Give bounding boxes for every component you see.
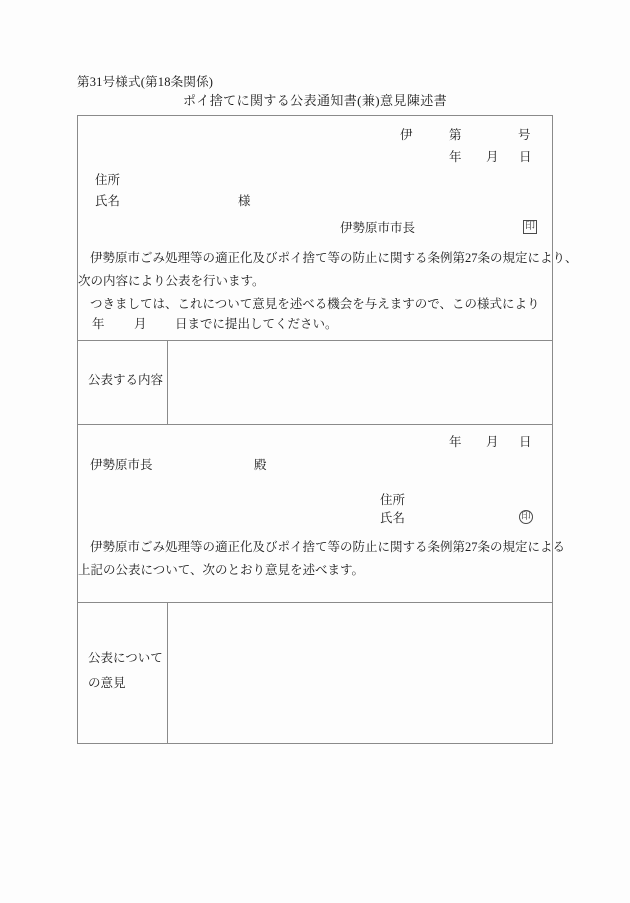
recipient-name-label: 氏名 <box>95 194 121 208</box>
submitter-address-label: 住所 <box>380 493 406 507</box>
opinion-label-line-2: の意見 <box>88 676 126 690</box>
deadline-rest: 日までに提出してください。 <box>175 317 338 331</box>
recipient-address-label: 住所 <box>95 173 121 187</box>
disclosure-content-label: 公表する内容 <box>88 373 164 387</box>
statement-addressee-honorific: 殿 <box>254 458 267 472</box>
seal-stamp-icon: 印 <box>525 221 535 232</box>
notice-date-day: 日 <box>519 150 532 164</box>
recipient-honorific: 様 <box>238 194 251 208</box>
statement-addressee: 伊勢原市長 <box>90 458 153 472</box>
notice-date-month: 月 <box>486 150 499 164</box>
form-number: 第31号様式(第18条関係) <box>77 75 214 89</box>
opinion-label-line-1: 公表について <box>88 651 163 665</box>
column-divider-disclosure <box>167 340 168 424</box>
statement-body-line-2: 上記の公表について、次のとおり意見を述べます。 <box>78 563 365 577</box>
submitter-name-label: 氏名 <box>380 511 406 525</box>
form-table <box>77 115 578 744</box>
page-title: ポイ捨てに関する公表通知書(兼)意見陳述書 <box>182 93 448 108</box>
doc-number-prefix: 伊 <box>400 128 413 142</box>
statement-date-day: 日 <box>519 435 532 449</box>
doc-number-dai: 第 <box>449 128 462 142</box>
deadline-month: 月 <box>134 317 147 331</box>
row-divider-3 <box>78 602 552 603</box>
notice-date-year: 年 <box>449 150 462 164</box>
issuer-name: 伊勢原市市長 <box>340 221 416 235</box>
row-divider-1 <box>78 340 552 341</box>
statement-body-line-1: 伊勢原市ごみ処理等の適正化及びポイ捨て等の防止に関する条例第27条の規定による <box>90 540 566 554</box>
statement-date-month: 月 <box>486 435 499 449</box>
row-divider-2 <box>78 424 552 425</box>
notice-body-line-1: 伊勢原市ごみ処理等の適正化及びポイ捨て等の防止に関する条例第27条の規定により、 <box>90 251 578 265</box>
seal-stamp-circle-icon: 印 <box>519 510 533 524</box>
column-divider-opinion <box>167 602 168 744</box>
deadline-year: 年 <box>92 317 105 331</box>
statement-date-year: 年 <box>449 435 462 449</box>
doc-number-go: 号 <box>518 128 531 142</box>
notice-body-line-3: つきましては、これについて意見を述べる機会を与えますので、この様式により <box>90 297 540 311</box>
notice-body-line-2: 次の内容により公表を行います。 <box>78 274 265 288</box>
